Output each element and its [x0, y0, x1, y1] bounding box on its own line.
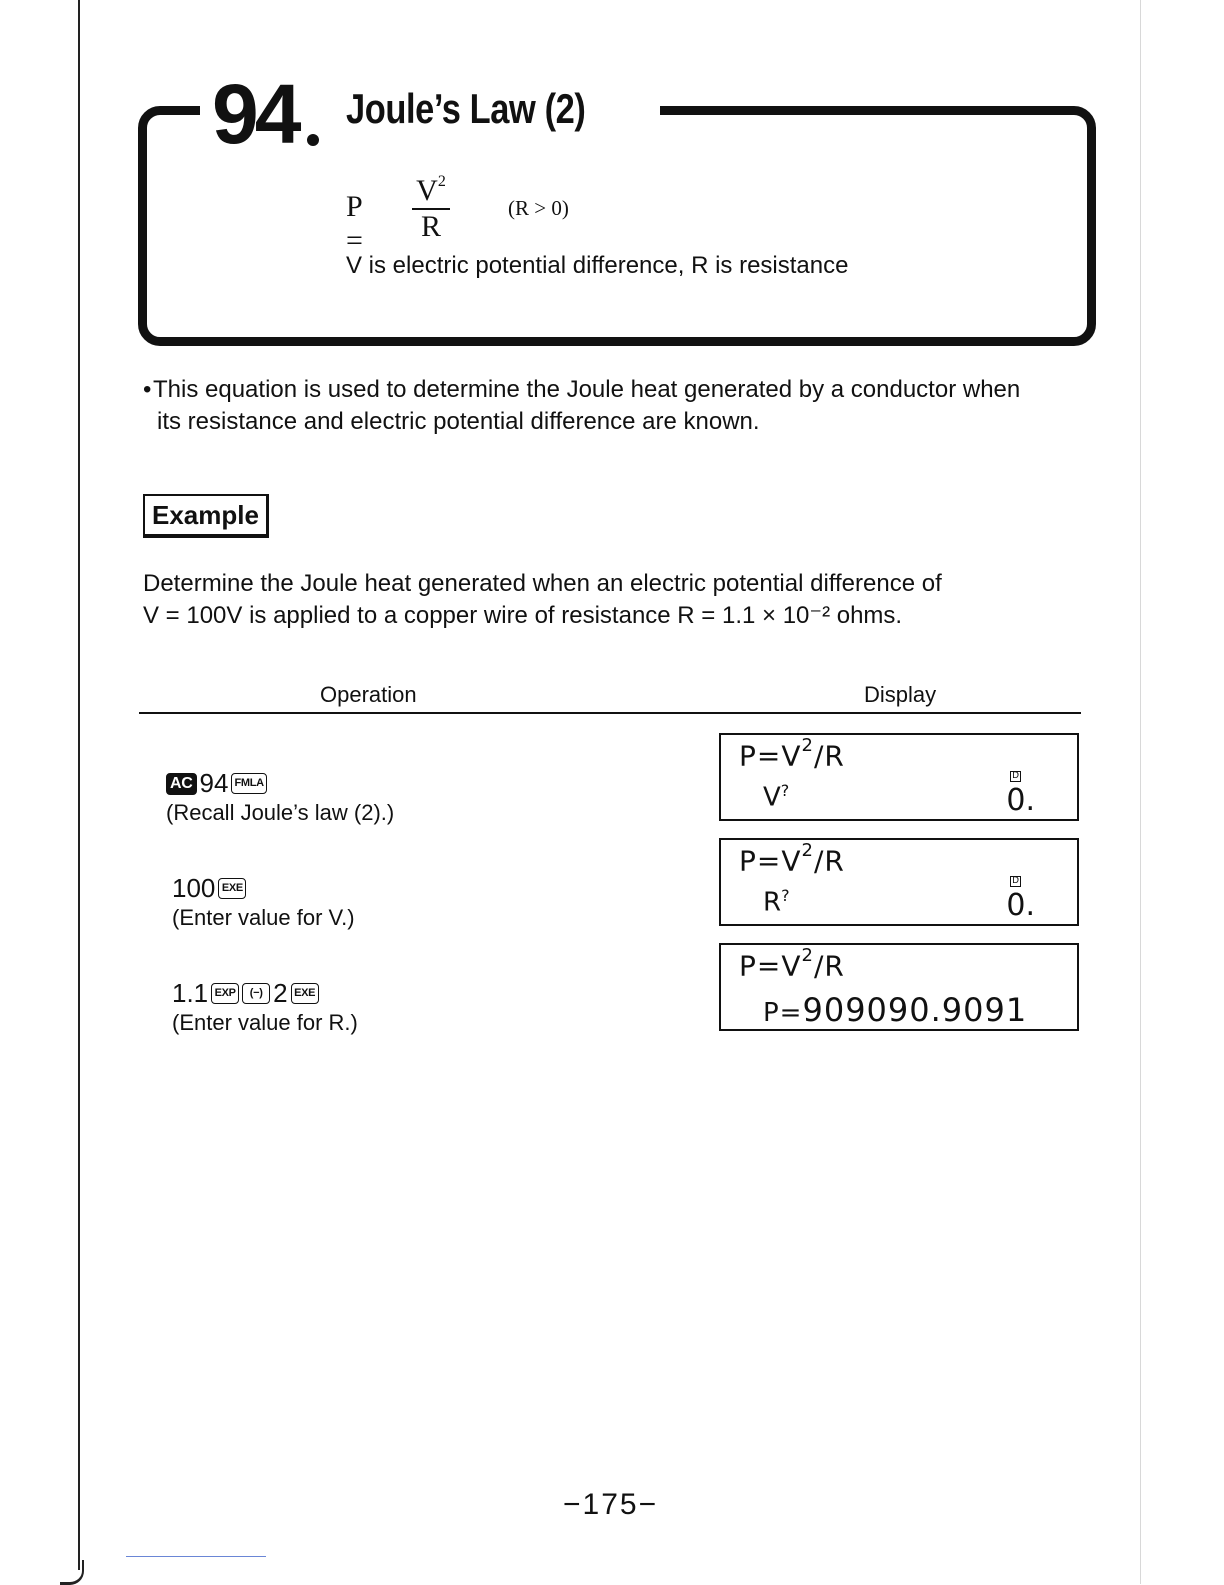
formula-numerator: V: [416, 174, 438, 207]
formula-definition: V is electric potential difference, R is resistance: [346, 252, 849, 279]
ac-key-icon: AC: [166, 773, 197, 795]
display-1-indicator: D: [1012, 771, 1019, 781]
display-panel-2: [719, 838, 1079, 926]
formula-condition: (R > 0): [508, 196, 569, 220]
display-1-prompt: V?: [763, 781, 790, 813]
step-2-keys: [172, 873, 246, 904]
description: [143, 374, 1093, 438]
operation-column-header: Operation: [320, 682, 417, 707]
exe-key-icon: EXE: [218, 878, 246, 899]
example-label: Example: [143, 494, 269, 538]
step-3-note: (Enter value for R.): [172, 1010, 358, 1035]
display-2-formula: $P=V^2/R$: [739, 840, 845, 878]
step-1-keys: [166, 768, 267, 799]
description-line-1: This equation is used to determine the Joule heat generated by a conductor when: [153, 376, 1021, 403]
step-2-note: (Enter value for V.): [172, 905, 355, 930]
exe-key-icon: EXE: [291, 983, 319, 1004]
section-number: 94: [212, 67, 298, 161]
display-panel-3: [719, 943, 1079, 1031]
formula-denominator: R: [420, 209, 441, 243]
exp-key-icon: EXP: [211, 983, 239, 1004]
step-2-entry: 100: [172, 873, 216, 903]
binding-corner: [60, 1560, 84, 1585]
step-3-entry-2: 2: [273, 978, 288, 1008]
header-rule: [139, 712, 1081, 714]
example-line-1: Determine the Joule heat generated when an electric potential difference of: [143, 570, 942, 597]
display-1-value: 0.: [1006, 783, 1035, 818]
formula-fraction: [412, 173, 450, 243]
display-3-formula: $P=V^2/R$: [739, 945, 845, 983]
bullet-icon: •: [143, 376, 152, 403]
display-2-value: 0.: [1006, 888, 1035, 923]
description-line-2: its resistance and electric potential difference are known.: [157, 408, 760, 435]
section-title: Joule’s Law (2): [346, 85, 586, 132]
example-line-2: V = 100V is applied to a copper wire of resistance R = 1.1 × 10⁻² ohms.: [143, 602, 903, 629]
formula-exponent: 2: [437, 173, 446, 190]
step-3-entry: 1.1: [172, 978, 209, 1008]
step-1-note: (Recall Joule’s law (2).): [166, 800, 395, 825]
display-2-indicator: D: [1012, 876, 1019, 886]
display-column-header: Display: [864, 682, 937, 707]
section-number-dot: [307, 134, 319, 146]
footer-line: [126, 1556, 266, 1557]
display-2-prompt: R?: [763, 886, 790, 918]
binding-edge: [78, 0, 80, 1570]
display-panel-1: [719, 733, 1079, 821]
formula-lhs: P =: [346, 190, 363, 257]
step-3-keys: [172, 978, 319, 1009]
page-number: −175−: [563, 1488, 659, 1521]
display-1-formula: $P=V^2/R$: [739, 735, 845, 773]
display-3-result: P=909090.9091: [763, 991, 1028, 1029]
negative-key-icon: (−): [242, 983, 270, 1004]
step-1-entry: 94: [199, 768, 229, 798]
fmla-key-icon: FMLA: [231, 773, 266, 794]
page-edge: [1140, 0, 1141, 1584]
example-text: [143, 568, 1085, 632]
